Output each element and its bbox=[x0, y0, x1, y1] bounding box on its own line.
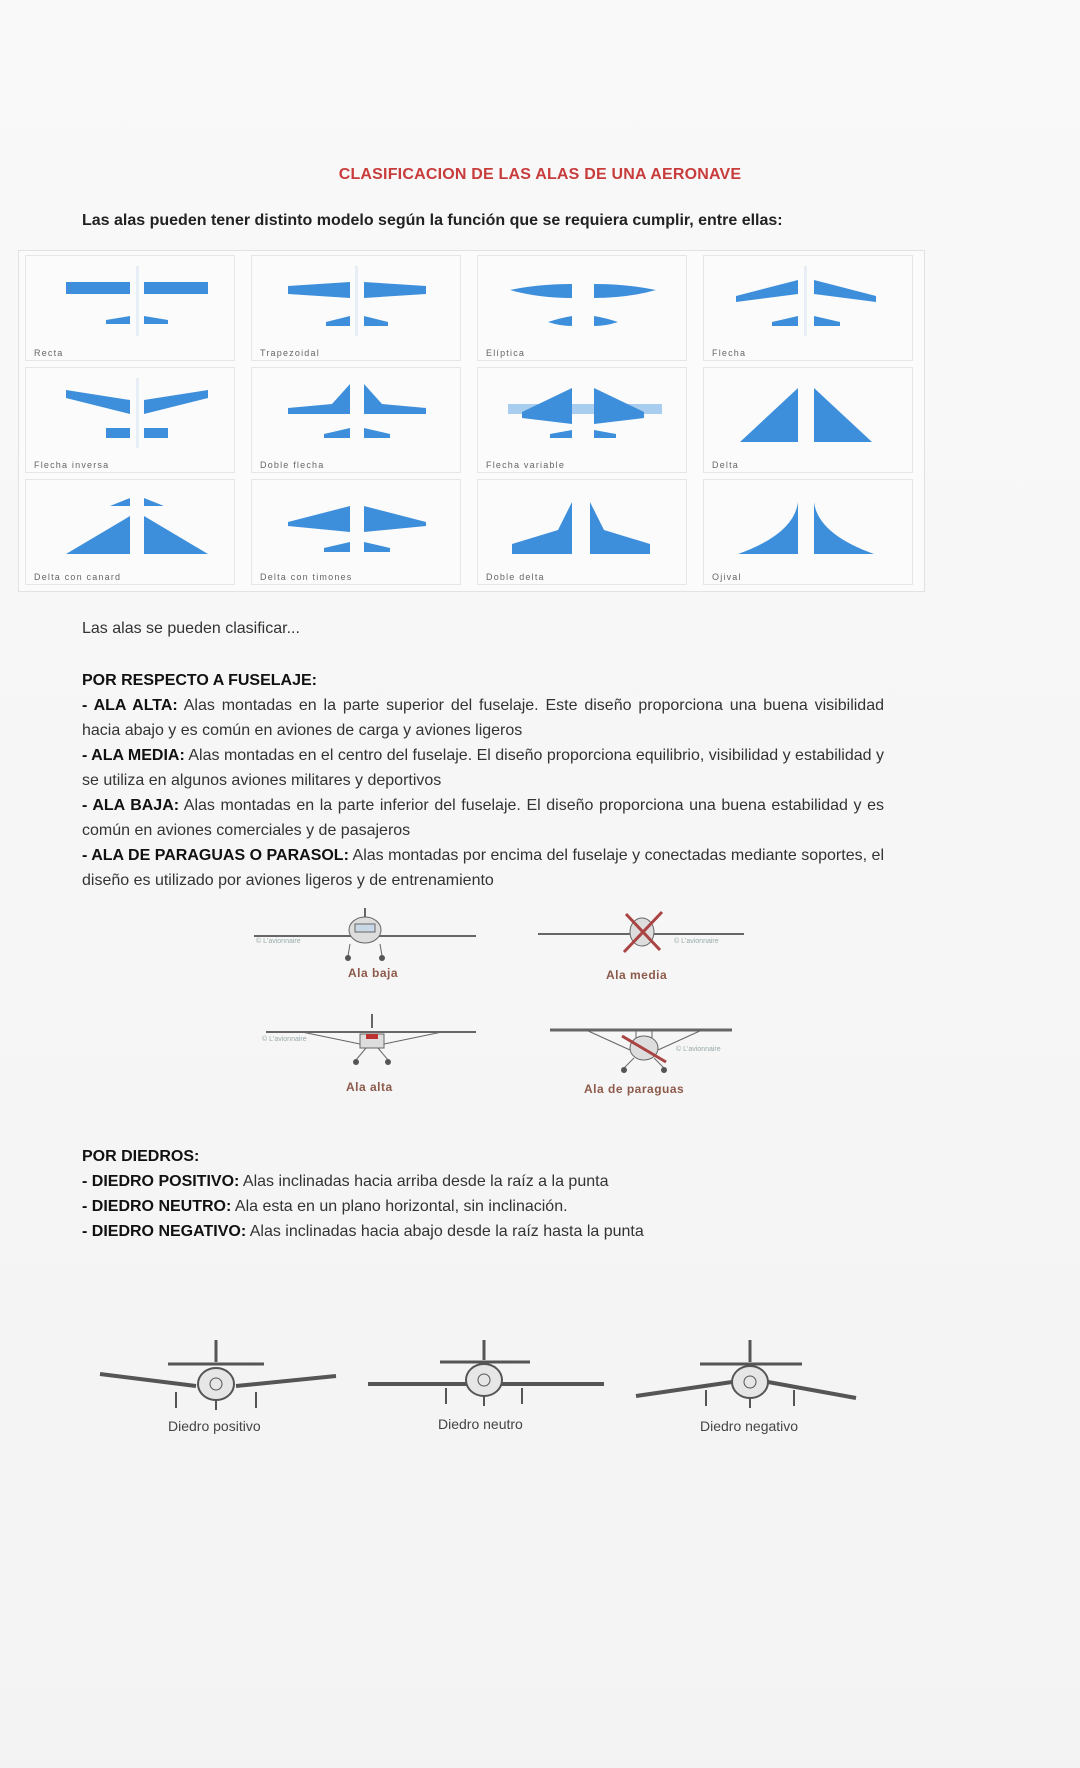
wing-label: Recta bbox=[34, 348, 64, 358]
plane-ala-alta-drawing bbox=[262, 1010, 482, 1080]
fuselaje-item-media bbox=[82, 743, 884, 793]
figure-diedro-positivo bbox=[96, 1336, 346, 1446]
wing-flecha-diagram bbox=[704, 256, 914, 362]
diedro-item-negativo bbox=[82, 1219, 884, 1244]
term: - DIEDRO NEUTRO: bbox=[82, 1198, 232, 1215]
term: - DIEDRO POSITIVO: bbox=[82, 1173, 240, 1190]
wing-doble-delta-diagram bbox=[478, 480, 688, 586]
wing-label: Flecha inversa bbox=[34, 460, 110, 470]
wing-label: Flecha variable bbox=[486, 460, 566, 470]
fuselaje-item-paraguas bbox=[82, 843, 884, 893]
term: - ALA ALTA: bbox=[82, 697, 178, 714]
wing-label: Delta con timones bbox=[260, 572, 353, 582]
definition: Alas montadas por encima del fuselaje y conectadas mediante soportes, el diseño es utilizado por aviones ligeros y de entrenamiento bbox=[82, 847, 885, 889]
wing-cell-doble-delta bbox=[477, 479, 687, 585]
diedro-item-neutro bbox=[82, 1194, 884, 1219]
classify-text: Las alas se pueden clasificar... bbox=[82, 620, 300, 637]
fuselaje-item-baja bbox=[82, 793, 884, 843]
definition: Alas inclinadas hacia abajo desde la raíz hasta la punta bbox=[246, 1223, 644, 1240]
wing-eliptica-diagram bbox=[478, 256, 688, 362]
diedros-heading: POR DIEDROS: bbox=[82, 1148, 200, 1165]
plane-diedro-positivo-drawing bbox=[96, 1336, 346, 1416]
term: - ALA MEDIA: bbox=[82, 747, 185, 764]
term: - ALA DE PARAGUAS O PARASOL: bbox=[82, 847, 349, 864]
figure-label: Diedro negativo bbox=[700, 1418, 799, 1434]
plane-ala-baja-drawing bbox=[250, 900, 490, 970]
figure-label: Diedro neutro bbox=[438, 1416, 523, 1432]
plane-ala-media-drawing bbox=[534, 900, 754, 970]
wing-recta-diagram bbox=[26, 256, 236, 362]
plane-ala-paraguas-drawing bbox=[546, 1010, 766, 1080]
figure-label: Ala de paraguas bbox=[584, 1082, 685, 1096]
wing-cell-eliptica bbox=[477, 255, 687, 361]
wing-flecha-variable-diagram bbox=[478, 368, 688, 474]
wing-cell-ojival bbox=[703, 479, 913, 585]
figure-watermark: © L'avionnaire bbox=[262, 1036, 307, 1043]
figure-watermark: © L'avionnaire bbox=[256, 938, 301, 945]
wing-cell-flecha-inversa bbox=[25, 367, 235, 473]
figure-label: Ala media bbox=[606, 968, 668, 982]
diedro-item-positivo bbox=[82, 1169, 884, 1194]
figure-diedro-negativo bbox=[634, 1336, 884, 1446]
figure-label: Diedro positivo bbox=[168, 1418, 261, 1434]
figure-label: Ala alta bbox=[346, 1080, 393, 1094]
wing-cell-trapezoidal bbox=[251, 255, 461, 361]
wing-cell-delta-timones bbox=[251, 479, 461, 585]
figure-ala-alta bbox=[262, 1010, 482, 1096]
wing-trapezoidal-diagram bbox=[252, 256, 462, 362]
wing-label: Delta bbox=[712, 460, 740, 470]
plane-diedro-neutro-drawing bbox=[366, 1336, 616, 1416]
wing-label: Flecha bbox=[712, 348, 747, 358]
wing-label: Ojival bbox=[712, 572, 742, 582]
term: - DIEDRO NEGATIVO: bbox=[82, 1223, 247, 1240]
fuselaje-heading: POR RESPECTO A FUSELAJE: bbox=[82, 672, 317, 689]
definition: Alas montadas en el centro del fuselaje. El diseño proporciona equilibrio, visibilidad y estabilidad y se utiliza en algunos aviones militares y deportivos bbox=[82, 747, 885, 789]
wing-cell-flecha bbox=[703, 255, 913, 361]
definition: Alas montadas en la parte superior del fuselaje. Este diseño proporciona una buena visibilidad hacia abajo y es común en aviones de carga y aviones ligeros bbox=[82, 697, 884, 739]
definition: Alas montadas en la parte inferior del fuselaje. El diseño proporciona una buena estabilidad y es común en aviones comerciales y de pasajeros bbox=[82, 797, 884, 839]
wing-cell-recta bbox=[25, 255, 235, 361]
figure-ala-media bbox=[534, 900, 754, 980]
wing-label: Doble delta bbox=[486, 572, 545, 582]
wing-cell-delta-canard bbox=[25, 479, 235, 585]
definition: Alas inclinadas hacia arriba desde la raíz a la punta bbox=[239, 1173, 609, 1190]
figure-watermark: © L'avionnaire bbox=[676, 1046, 721, 1053]
fuselaje-section bbox=[82, 668, 884, 893]
wing-delta-timones-diagram bbox=[252, 480, 462, 586]
wing-label: Trapezoidal bbox=[260, 348, 320, 358]
term: - ALA BAJA: bbox=[82, 797, 180, 814]
figure-ala-paraguas bbox=[546, 1010, 766, 1096]
figure-label: Ala baja bbox=[348, 966, 399, 980]
wing-label: Delta con canard bbox=[34, 572, 122, 582]
wing-cell-doble-flecha bbox=[251, 367, 461, 473]
wing-doble-flecha-diagram bbox=[252, 368, 462, 474]
definition: Ala esta en un plano horizontal, sin inclinación. bbox=[231, 1198, 568, 1215]
figure-ala-baja bbox=[250, 900, 490, 980]
fuselaje-item-alta bbox=[82, 693, 884, 743]
wing-cell-delta bbox=[703, 367, 913, 473]
page-title: CLASIFICACION DE LAS ALAS DE UNA AERONAVE bbox=[338, 166, 742, 183]
wing-flecha-inversa-diagram bbox=[26, 368, 236, 474]
intro-text: Las alas pueden tener distinto modelo según la función que se requiera cumplir, entre ellas: bbox=[82, 212, 783, 229]
figure-diedro-neutro bbox=[366, 1336, 616, 1446]
wing-delta-diagram bbox=[704, 368, 914, 474]
wing-cell-flecha-variable bbox=[477, 367, 687, 473]
plane-diedro-negativo-drawing bbox=[634, 1336, 884, 1416]
figure-watermark: © L'avionnaire bbox=[674, 938, 719, 945]
wing-delta-canard-diagram bbox=[26, 480, 236, 586]
wing-ojival-diagram bbox=[704, 480, 914, 586]
diedros-section bbox=[82, 1144, 884, 1244]
wing-label: Doble flecha bbox=[260, 460, 325, 470]
wing-types-grid bbox=[18, 250, 925, 592]
wing-label: Elíptica bbox=[486, 348, 526, 358]
